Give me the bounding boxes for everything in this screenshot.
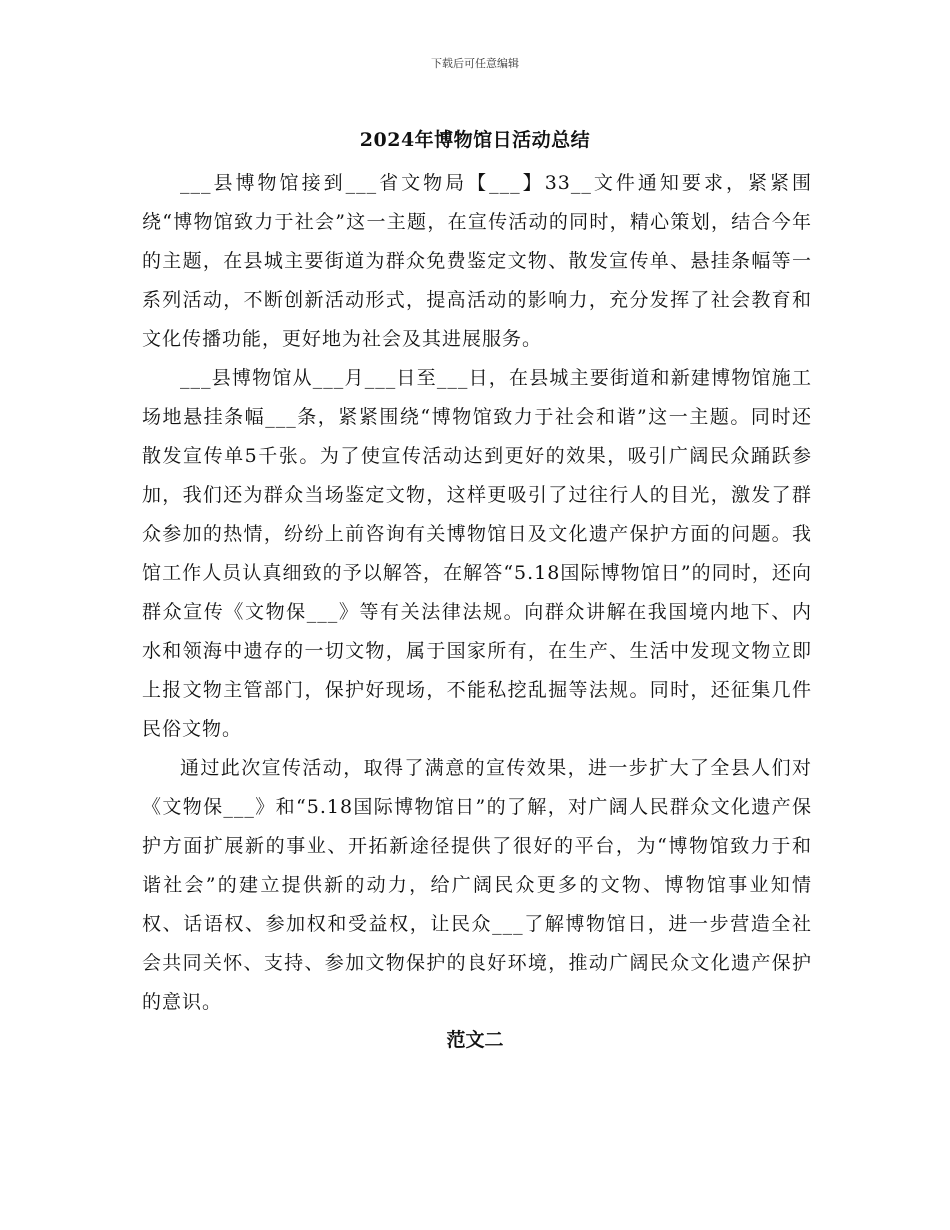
paragraph-2: ___县博物馆从___月___日至___日，在县城主要街道和新建博物馆施工场地悬挂条幅___条，紧紧围绕“博物馆致力于社会和谐”这一主题。同时还散发宣传单5千张。为了使宣传活动达到更好的效果，吸引广阔民众踊跃参加，我们还为群众当场鉴定文物，这样更吸引了过往行人的目光，激发了群众参加的热情，纷纷上前咨询有关博物馆日及文化遗产保护方面的问题。我馆工作人员认真细致的予以解答，在解答“5.18国际博物馆日”的同时，还向群众宣传《文物保___》等有关法律法规。向群众讲解在我国境内地下、内水和领海中遗存的一切文物，属于国家所有，在生产、生活中发现文物立即上报文物主管部门，保护好现场，不能私挖乱掘等法规。同时，还征集几件民俗文物。: [142, 367, 812, 740]
document-title: 2024年博物馆日活动总结: [359, 129, 591, 151]
section-subheading: 范文二: [446, 1029, 504, 1051]
paragraph-3: 通过此次宣传活动，取得了满意的宣传效果，进一步扩大了全县人们对《文物保___》和“5.18国际博物馆日”的了解，对广阔人民群众文化遗产保护方面扩展新的事业、开拓新途径提供了很好的平台，为“博物馆致力于和谐社会”的建立提供新的动力，给广阔民众更多的文物、博物馆事业知情权、话语权、参加权和受益权，让民众___了解博物馆日，进一步营造全社会共同关怀、支持、参加文物保护的良好环境，推动广阔民众文化遗产保护的意识。: [142, 757, 812, 1013]
paragraph-1: ___县博物馆接到___省文物局【___】33__文件通知要求，紧紧围绕“博物馆致力于社会”这一主题，在宣传活动的同时，精心策划，结合今年的主题，在县城主要街道为群众免费鉴定文物、散发宣传单、悬挂条幅等一系列活动，不断创新活动形式，提高活动的影响力，充分发挥了社会教育和文化传播功能，更好地为社会及其进展服务。: [142, 172, 812, 350]
header-note: 下载后可任意编辑: [431, 57, 519, 70]
document-body: [142, 164, 812, 1022]
